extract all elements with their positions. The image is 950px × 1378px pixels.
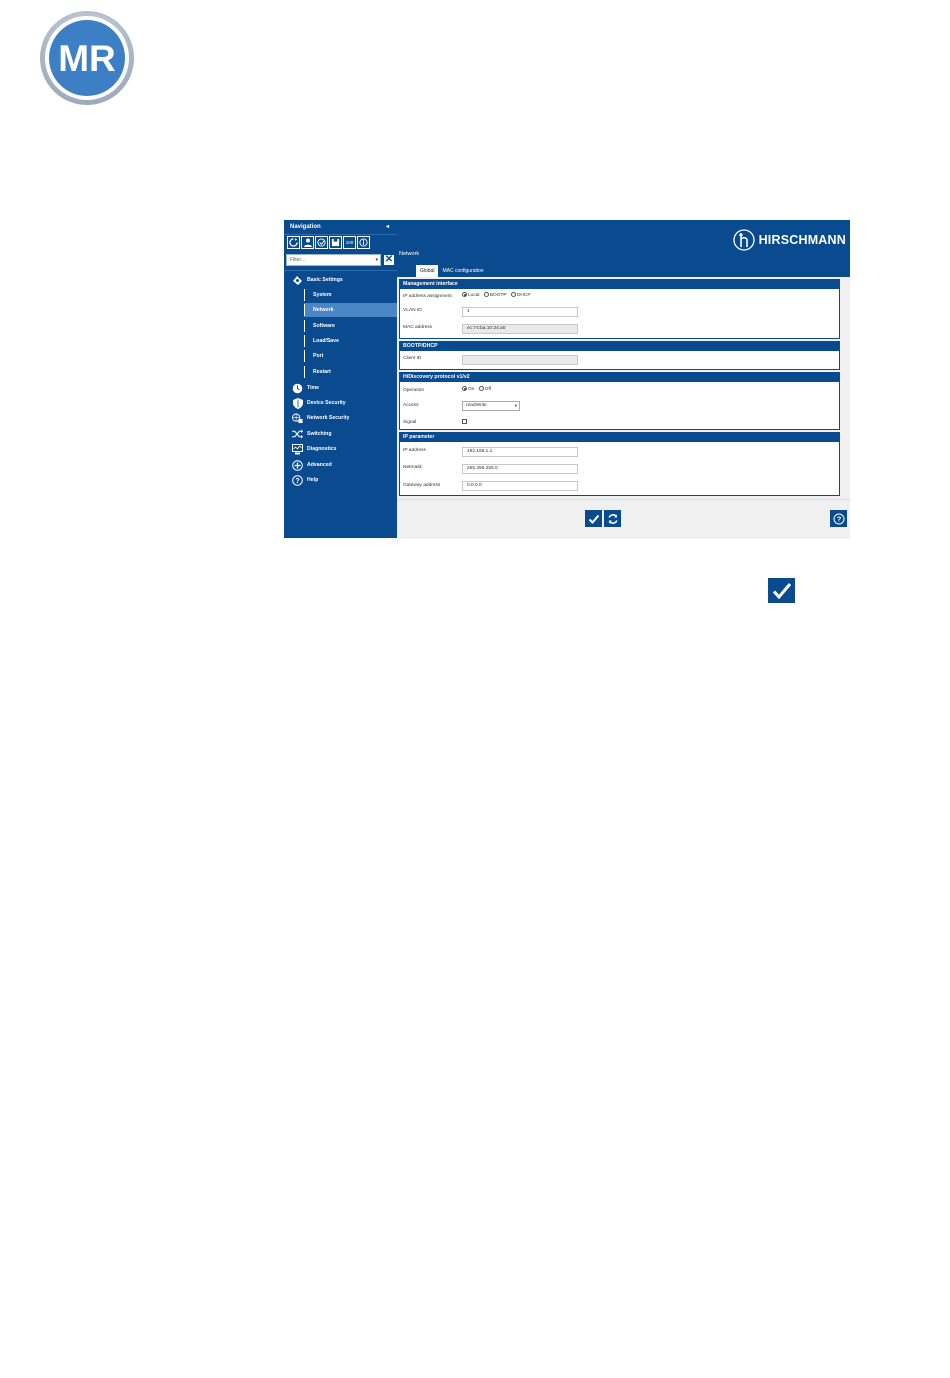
refresh-icon[interactable] <box>287 236 300 249</box>
info-icon[interactable] <box>357 236 370 249</box>
divider <box>284 234 397 235</box>
ip-assignment-radio-group <box>462 292 534 298</box>
operation-label: Operation <box>403 388 425 393</box>
collapse-nav-button[interactable]: ◂ <box>385 224 389 230</box>
refresh-icon <box>607 513 619 525</box>
help-button[interactable] <box>830 510 847 527</box>
reload-button[interactable] <box>604 510 621 527</box>
mac-address-field: ec:74:ba:10:34:a0 <box>462 324 578 334</box>
divider <box>284 270 397 271</box>
diagnostics-icon <box>292 444 303 455</box>
ip-address-input[interactable]: 192.168.1.1 <box>462 447 578 457</box>
radio-off-button[interactable] <box>479 386 484 391</box>
user-icon[interactable] <box>301 236 314 249</box>
nav-item-restart[interactable]: Restart <box>304 365 397 379</box>
checkmark-icon <box>588 513 600 525</box>
content-area <box>397 220 850 538</box>
nav-item-software[interactable]: Software <box>304 319 397 333</box>
tab-global[interactable]: Global <box>416 265 438 277</box>
vlan-id-input[interactable]: 1 <box>462 307 578 317</box>
filter-input[interactable]: Filter... ▾ <box>286 254 381 266</box>
content-header <box>397 220 850 277</box>
tab-mac-configuration[interactable]: MAC configuration <box>442 268 484 274</box>
nav-group-time[interactable]: Time <box>292 381 319 395</box>
chevron-down-icon: ▾ <box>514 403 517 408</box>
mac-address-label: MAC address <box>403 325 433 330</box>
radio-on-button[interactable] <box>462 386 467 391</box>
hidiscovery-panel <box>399 372 840 430</box>
help-icon <box>292 475 303 486</box>
radio-local-button[interactable] <box>462 292 467 297</box>
radio-bootp[interactable]: BOOTP <box>484 293 507 298</box>
navigation-header <box>284 220 397 234</box>
action-footer <box>397 499 850 539</box>
navigation-title: Navigation <box>290 224 321 230</box>
radio-off[interactable]: Off <box>479 387 491 392</box>
counter-icon[interactable]: 100 <box>343 236 356 249</box>
gateway-address-input[interactable]: 0.0.0.0 <box>462 481 578 491</box>
client-id-label: Client ID <box>403 356 422 361</box>
access-select[interactable]: readWrite ▾ <box>462 401 520 411</box>
ip-address-label: IP address <box>403 448 426 453</box>
mr-logo <box>38 10 136 106</box>
hirschmann-logo-icon <box>733 229 755 251</box>
checkmark-icon <box>768 578 795 603</box>
nav-group-help[interactable]: ? Help <box>292 473 318 487</box>
ip-parameter-panel <box>399 432 840 496</box>
settings-icon <box>292 275 303 286</box>
wizard-icon[interactable] <box>315 236 328 249</box>
clear-filter-button[interactable]: ✕ <box>384 254 394 265</box>
nav-toolbar <box>287 236 370 250</box>
apply-button[interactable] <box>585 510 602 527</box>
radio-bootp-button[interactable] <box>484 292 489 297</box>
nav-group-advanced[interactable]: Advanced <box>292 458 332 472</box>
nav-item-load-save[interactable]: Load/Save <box>304 334 397 348</box>
svg-text:?: ? <box>295 477 300 485</box>
shield-icon <box>292 398 303 409</box>
panel-title: IP parameter <box>400 433 839 442</box>
ip-assignment-label: IP address assignment <box>403 294 452 299</box>
radio-dhcp[interactable]: DHCP <box>511 293 531 298</box>
switching-icon <box>292 429 303 440</box>
clock-icon <box>292 383 303 394</box>
help-icon <box>833 513 845 525</box>
nav-group-basic-settings[interactable]: Basic Settings <box>292 273 343 287</box>
navigation-sidebar <box>284 220 397 538</box>
netmask-label: Netmask <box>403 465 422 470</box>
app-window <box>284 220 850 538</box>
nav-group-diagnostics[interactable]: Diagnostics <box>292 442 336 456</box>
netmask-input[interactable]: 255.255.255.0 <box>462 464 578 474</box>
management-interface-panel <box>399 279 840 339</box>
client-id-field <box>462 355 578 365</box>
brand-text: HIRSCHMANN <box>758 233 846 247</box>
nav-group-switching[interactable]: Switching <box>292 427 332 441</box>
tab-bar <box>416 265 488 277</box>
radio-on[interactable]: On <box>462 387 474 392</box>
network-security-icon <box>292 413 303 424</box>
chevron-down-icon[interactable]: ▾ <box>375 257 378 263</box>
vlan-id-label: VLAN ID <box>403 308 422 313</box>
nav-group-device-security[interactable]: Device Security <box>292 396 346 410</box>
page-title: Network <box>399 251 420 257</box>
bootp-dhcp-panel <box>399 341 840 370</box>
nav-item-port[interactable]: Port <box>304 349 397 363</box>
mr-logo-text: MR <box>58 38 116 79</box>
radio-dhcp-button[interactable] <box>511 292 516 297</box>
nav-item-system[interactable]: System <box>304 288 397 302</box>
signal-checkbox[interactable] <box>462 419 467 424</box>
operation-radio-group <box>462 386 494 392</box>
plus-circle-icon <box>292 460 303 471</box>
panel-title: Management interface <box>400 280 839 289</box>
hirschmann-brand <box>733 229 846 251</box>
save-icon[interactable] <box>329 236 342 249</box>
access-label: Access <box>403 403 419 408</box>
gateway-address-label: Gateway address <box>403 483 441 488</box>
svg-text:?: ? <box>836 514 841 524</box>
panel-title: HiDiscovery protocol v1/v2 <box>400 373 839 382</box>
nav-item-network[interactable]: Network <box>304 303 397 317</box>
radio-local[interactable]: Local <box>462 293 479 298</box>
nav-group-network-security[interactable]: Network Security <box>292 411 349 425</box>
signal-label: Signal <box>403 420 417 425</box>
panel-title: BOOTP/DHCP <box>400 342 839 351</box>
